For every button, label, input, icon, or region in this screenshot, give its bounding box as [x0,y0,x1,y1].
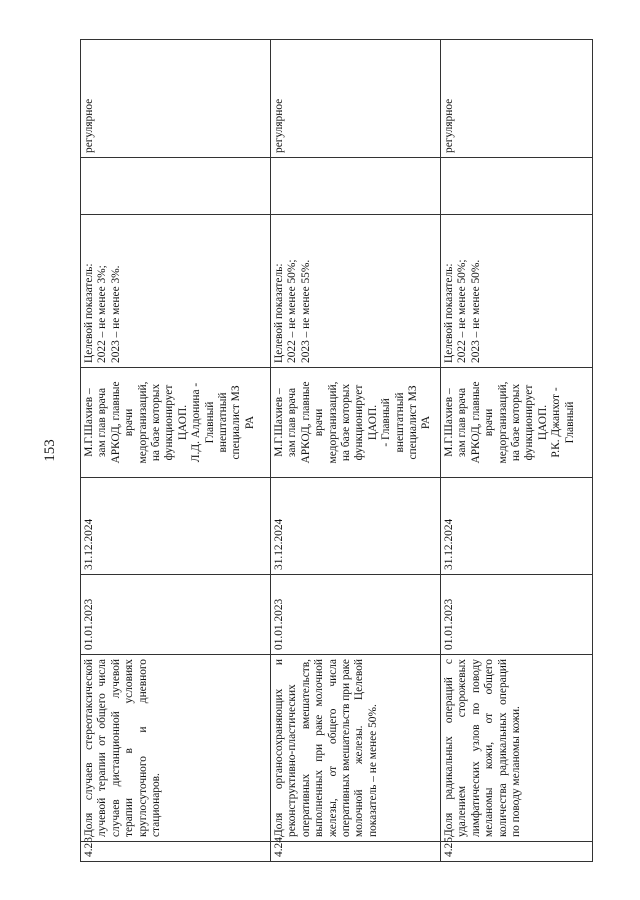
responsible-line: функционирует [523,384,536,461]
start-date: 01.01.2023 [81,575,271,655]
page-number [40,438,60,462]
target-indicator [271,215,441,368]
responsible-line: зам глав врача [286,387,299,458]
target-indicator [441,215,593,368]
responsible-line: специалист МЗ [230,385,243,460]
rotated-table-wrapper [80,40,592,862]
table-row [441,40,593,862]
indicator-line: 2023 – не менее 50%. [469,259,482,363]
responsible-line: на базе которых [340,383,353,462]
frequency: регулярное [81,40,271,158]
indicator-line: 2023 – не менее 55%. [299,259,312,363]
empty-cell [81,158,271,215]
responsible-line: М.Г.Шахиев – [443,388,455,457]
responsible-line: ЦАОП. [176,404,189,441]
row-number: 4.24 [271,842,441,862]
indicator-line: Целевой показатель: [273,263,285,363]
responsible-line: Л.Д. Алдонина - [190,382,203,463]
responsible-line: врачи [123,408,136,437]
indicator-line: 2022 – не менее 50%; [286,259,299,363]
indicator-line: Целевой показатель: [83,263,95,363]
row-number: 4.25 [441,842,593,862]
responsible-line: Главный [563,401,576,444]
measure-description: Доля органосохраняющих и реконструктивно-пластических оперативных вмешательств, выполненных при раке молочной железы, от общего числа оперативных вмешательств при раке молочной железы. Целевой показатель – не менее 50%. [271,655,441,842]
start-date: 01.01.2023 [441,575,593,655]
responsible-line: Главный [203,401,216,444]
measures-table [80,39,593,862]
responsible-line: зам глав врача [96,387,109,458]
responsible-line: ЦАОП. [366,404,379,441]
table-row [81,40,271,862]
responsible-line: функционирует [353,384,366,461]
responsible-line: зам глав врача [456,387,469,458]
frequency: регулярное [441,40,593,158]
responsible-persons [81,368,271,478]
responsible-line: функционирует [163,384,176,461]
frequency: регулярное [271,40,441,158]
empty-cell [271,158,441,215]
row-number: 4.23 [81,842,271,862]
document-table-area [80,40,592,862]
responsible-line: М.Г.Шахиев – [83,388,95,457]
responsible-line: - Главный [380,398,393,447]
indicator-line: 2022 – не менее 3%; [96,265,109,363]
indicator-line: Целевой показатель: [443,263,455,363]
measure-description: Доля радикальных операций с удалением сторожевых лимфатических узлов по поводу меланомы кожи, от общего количества радикальных операций по поводу меланомы кожи. [441,655,593,842]
end-date: 31.12.2024 [81,478,271,575]
responsible-line: АРКОД, главные [109,381,122,464]
end-date: 31.12.2024 [271,478,441,575]
start-date: 01.01.2023 [271,575,441,655]
responsible-line: РА [243,415,256,430]
responsible-persons [271,368,441,478]
indicator-line: 2022 – не менее 50%; [456,259,469,363]
responsible-line: медорганизаций, [496,381,509,464]
empty-cell [441,158,593,215]
end-date: 31.12.2024 [441,478,593,575]
responsible-line: внештатный [217,392,230,453]
responsible-line: специалист МЗ [407,385,420,460]
responsible-line: медорганизаций, [326,381,339,464]
responsible-line: медорганизаций, [136,381,149,464]
responsible-line: АРКОД, главные [469,381,482,464]
page-number-text: 153 [41,438,58,462]
responsible-line: АРКОД, главные [299,381,312,464]
table-row [271,40,441,862]
measure-description: Доля случаев стереотаксической лучевой терапии от общего числа случаев дистанционной лучевой терапии в условиях круглосуточного и дневного стационаров. [81,655,271,842]
responsible-line: на базе которых [150,383,163,462]
indicator-line: 2023 – не менее 3%. [109,265,122,363]
responsible-persons [441,368,593,478]
responsible-line: Р.К. Джанхот - [550,387,563,458]
responsible-line: внештатный [393,392,406,453]
responsible-line: М.Г.Шахиев – [273,388,285,457]
responsible-line: на базе которых [510,383,523,462]
responsible-line: врачи [313,408,326,437]
responsible-line: РА [420,415,433,430]
responsible-line: ЦАОП. [536,404,549,441]
responsible-line: врачи [483,408,496,437]
target-indicator [81,215,271,368]
